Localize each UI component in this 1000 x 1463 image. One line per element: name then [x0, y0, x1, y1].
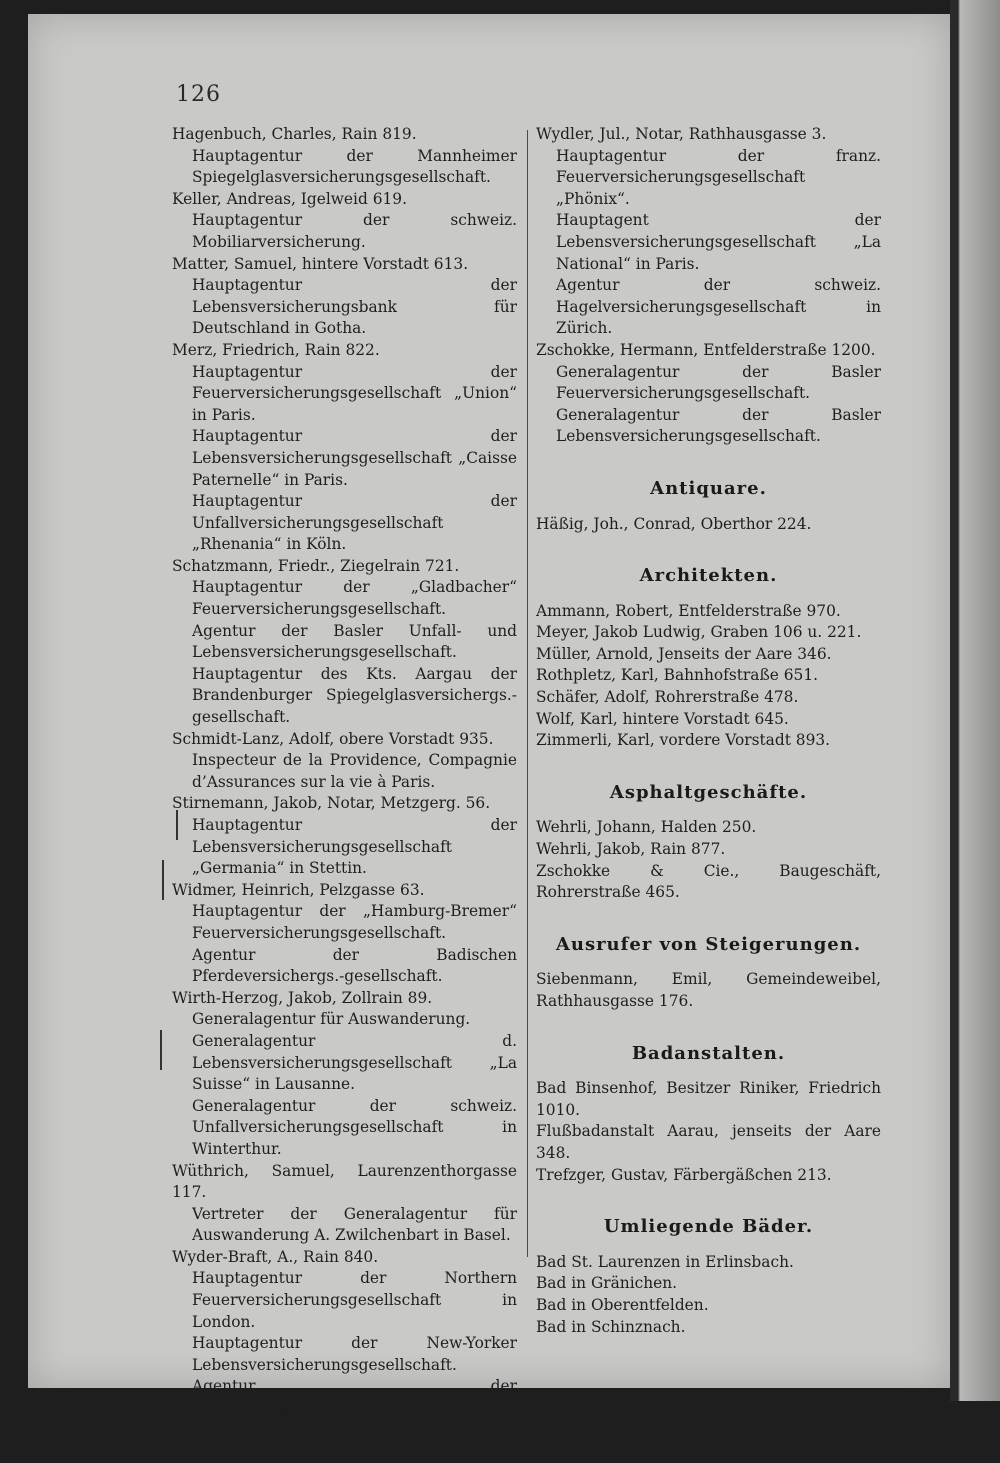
directory-entry: [536, 124, 881, 340]
section-heading: Antiquare.: [650, 477, 767, 499]
directory-entry: [172, 988, 517, 1161]
entry-name: Schmidt-Lanz, Adolf, obere Vorstadt 935.: [172, 729, 494, 748]
directory-entry: [536, 644, 881, 666]
entry-detail: Agentur der Basler Unfall- und Lebensversicherungsgesellschaft.: [192, 621, 517, 662]
directory-entry: [172, 729, 517, 794]
section-heading: Ausrufer von Steigerungen.: [555, 933, 862, 955]
directory-entry: [536, 969, 881, 1012]
entry-name: Wolf, Karl, hintere Vorstadt 645.: [536, 709, 789, 728]
entry-detail: Hauptagentur der schweiz. Mobiliarversicherung.: [192, 211, 517, 251]
entry-detail: Hauptagent der Lebensversicherungsgesellschaft „La National“ in Paris.: [556, 211, 881, 273]
entry-detail: Generalagentur für Auswanderung.: [192, 1010, 471, 1029]
directory-entry: [536, 514, 881, 536]
entry-name: Siebenmann, Emil, Gemeindeweibel, Rathhausgasse 176.: [536, 970, 881, 1010]
directory-entry: [536, 601, 881, 623]
entry-detail: Hauptagentur der New-Yorker Lebensversicherungsgesellschaft.: [192, 1334, 517, 1374]
entry-detail: Hauptagentur des Kts. Aargau der Brandenburger Spiegelglasversichergs.-gesellschaft.: [192, 664, 517, 727]
entry-name: Bad Binsenhof, Besitzer Riniker, Friedrich 1010.: [536, 1079, 881, 1119]
pencil-mark: [160, 1030, 162, 1070]
entry-name: Merz, Friedrich, Rain 822.: [172, 340, 380, 359]
page-number: 126: [176, 82, 221, 107]
entry-detail: Hauptagentur der Feuerversicherungsgesellschaft „Union“ in Paris.: [192, 362, 517, 424]
entry-detail: Agentur der Unfallversicherungsgesellschaft Zürich.: [192, 1377, 517, 1418]
directory-entry: [536, 1121, 881, 1164]
entry-name: Bad in Gränichen.: [536, 1274, 678, 1293]
entry-name: Trefzger, Gustav, Färbergäßchen 213.: [536, 1165, 832, 1184]
entry-name: Wydler, Jul., Notar, Rathhausgasse 3.: [536, 125, 827, 143]
directory-entry: [536, 1295, 881, 1317]
entry-name: Ammann, Robert, Entfelderstraße 970.: [536, 601, 841, 620]
entry-detail: Annoncen-Expedition für Rudolf Mosse in Zürich.: [192, 1420, 517, 1461]
entry-detail: Vertreter der Generalagentur für Auswanderung A. Zwilchenbart in Basel.: [192, 1204, 517, 1245]
entry-detail: Hauptagentur der Unfallversicherungsgesellschaft „Rhenania“ in Köln.: [192, 492, 517, 554]
section-heading: Badanstalten.: [631, 1042, 786, 1064]
right-column: [536, 124, 881, 1338]
directory-entry: [172, 254, 517, 340]
directory-entry: [536, 1252, 881, 1274]
entry-name: Meyer, Jakob Ludwig, Graben 106 u. 221.: [536, 623, 862, 642]
entry-detail: Agentur der Badischen Pferdeversichergs.-gesellschaft.: [192, 945, 517, 986]
directory-entry: [172, 793, 517, 879]
directory-entry: [536, 817, 881, 839]
entry-detail: Hauptagentur der Lebensversicherungsgesellschaft „Germania“ in Stettin.: [192, 816, 517, 878]
book-spine-edge: [950, 0, 1000, 1401]
entry-name: Schäfer, Adolf, Rohrerstraße 478.: [536, 688, 799, 707]
entry-name: Schatzmann, Friedr., Ziegelrain 721.: [172, 556, 460, 575]
directory-entry: [536, 340, 881, 448]
entry-detail: Generalagentur d. Lebensversicherungsgesellschaft „La Suisse“ in Lausanne.: [192, 1031, 517, 1094]
entry-detail: Agentur der schweiz. Hagelversicherungsgesellschaft in Zürich.: [556, 276, 881, 338]
entry-name: Wehrli, Johann, Halden 250.: [536, 818, 757, 837]
entry-detail: Generalagentur der schweiz. Unfallversicherungsgesellschaft in Winterthur.: [192, 1096, 517, 1158]
directory-entry: [172, 124, 517, 189]
directory-entry: [172, 340, 517, 556]
entry-detail: Hauptagentur der Lebensversicherungsbank für Deutschland in Gotha.: [192, 276, 517, 338]
entry-name: Wüthrich, Samuel, Laurenzenthorgasse 117.: [172, 1161, 517, 1202]
entry-name: Bad in Schinznach.: [536, 1317, 686, 1336]
directory-entry: [536, 730, 881, 752]
directory-entry: [172, 189, 517, 254]
directory-entry: [536, 1317, 881, 1339]
directory-entry: [536, 1165, 881, 1187]
entry-name: Keller, Andreas, Igelweid 619.: [172, 189, 407, 208]
left-column: [172, 124, 517, 1463]
directory-entry: [536, 665, 881, 687]
entry-name: Wirth-Herzog, Jakob, Zollrain 89.: [172, 988, 433, 1007]
entry-detail: Hauptagentur der Lebensversicherungsgesellschaft „Caisse Paternelle“ in Paris.: [192, 427, 517, 489]
directory-entry: [536, 839, 881, 861]
entry-name: Zschokke, Hermann, Entfelderstraße 1200.: [536, 340, 876, 359]
pencil-mark: [162, 860, 164, 900]
entry-name: Widmer, Heinrich, Pelzgasse 63.: [172, 880, 425, 899]
entry-name: Bad in Oberentfelden.: [536, 1295, 709, 1314]
entry-name: Zimmerli, Karl, vordere Vorstadt 893.: [536, 731, 831, 750]
entry-detail: Inspecteur de la Providence, Compagnie d’Assurances sur la vie à Paris.: [192, 751, 517, 791]
entry-name: Hagenbuch, Charles, Rain 819.: [172, 125, 417, 143]
directory-entry: [536, 687, 881, 709]
directory-entry: [536, 1078, 881, 1121]
entry-name: Zschokke & Cie., Baugeschäft, Rohrerstraße 465.: [536, 861, 881, 902]
entry-detail: Generalagentur der Basler Lebensversicherungsgesellschaft.: [556, 405, 881, 446]
entry-name: Wyder-Braft, A., Rain 840.: [172, 1247, 379, 1266]
entry-detail: Hauptagentur der „Gladbacher“ Feuerversicherungsgesellschaft.: [192, 578, 517, 619]
directory-entry: [536, 622, 881, 644]
entry-name: Matter, Samuel, hintere Vorstadt 613.: [172, 254, 469, 273]
entry-detail: Hauptagentur der Northern Feuerversicherungsgesellschaft in London.: [192, 1269, 517, 1331]
section-heading: Umliegende Bäder.: [603, 1216, 814, 1238]
entry-name: Stirnemann, Jakob, Notar, Metzgerg. 56.: [172, 794, 491, 813]
directory-entry: [536, 861, 881, 904]
entry-detail: Generalagentur der Basler Feuerversicherungsgesellschaft.: [556, 362, 881, 403]
entry-detail: Hauptagentur der Mannheimer Spiegelglasversicherungsgesellschaft.: [192, 146, 517, 187]
entry-detail: Hauptagentur der „Hamburg-Bremer“ Feuerversicherungsgesellschaft.: [192, 902, 517, 942]
directory-entry: [536, 1273, 881, 1295]
directory-entry: [536, 709, 881, 731]
section-heading: Asphaltgeschäfte.: [609, 781, 808, 803]
directory-entry: [172, 556, 517, 729]
entry-name: Häßig, Joh., Conrad, Oberthor 224.: [536, 514, 812, 533]
directory-entry: [172, 880, 517, 988]
directory-entry: [172, 1247, 517, 1463]
directory-entry: [172, 1161, 517, 1247]
entry-name: Rothpletz, Karl, Bahnhofstraße 651.: [536, 666, 818, 685]
entry-name: Bad St. Laurenzen in Erlinsbach.: [536, 1252, 794, 1271]
entry-name: Müller, Arnold, Jenseits der Aare 346.: [536, 644, 832, 663]
entry-name: Flußbadanstalt Aarau, jenseits der Aare 348.: [536, 1122, 881, 1162]
entry-detail: Hauptagentur der franz. Feuerversicherungsgesellschaft „Phönix“.: [556, 146, 881, 208]
section-heading: Architekten.: [639, 565, 778, 587]
entry-name: Wehrli, Jakob, Rain 877.: [536, 840, 726, 859]
column-divider: [527, 130, 528, 1257]
